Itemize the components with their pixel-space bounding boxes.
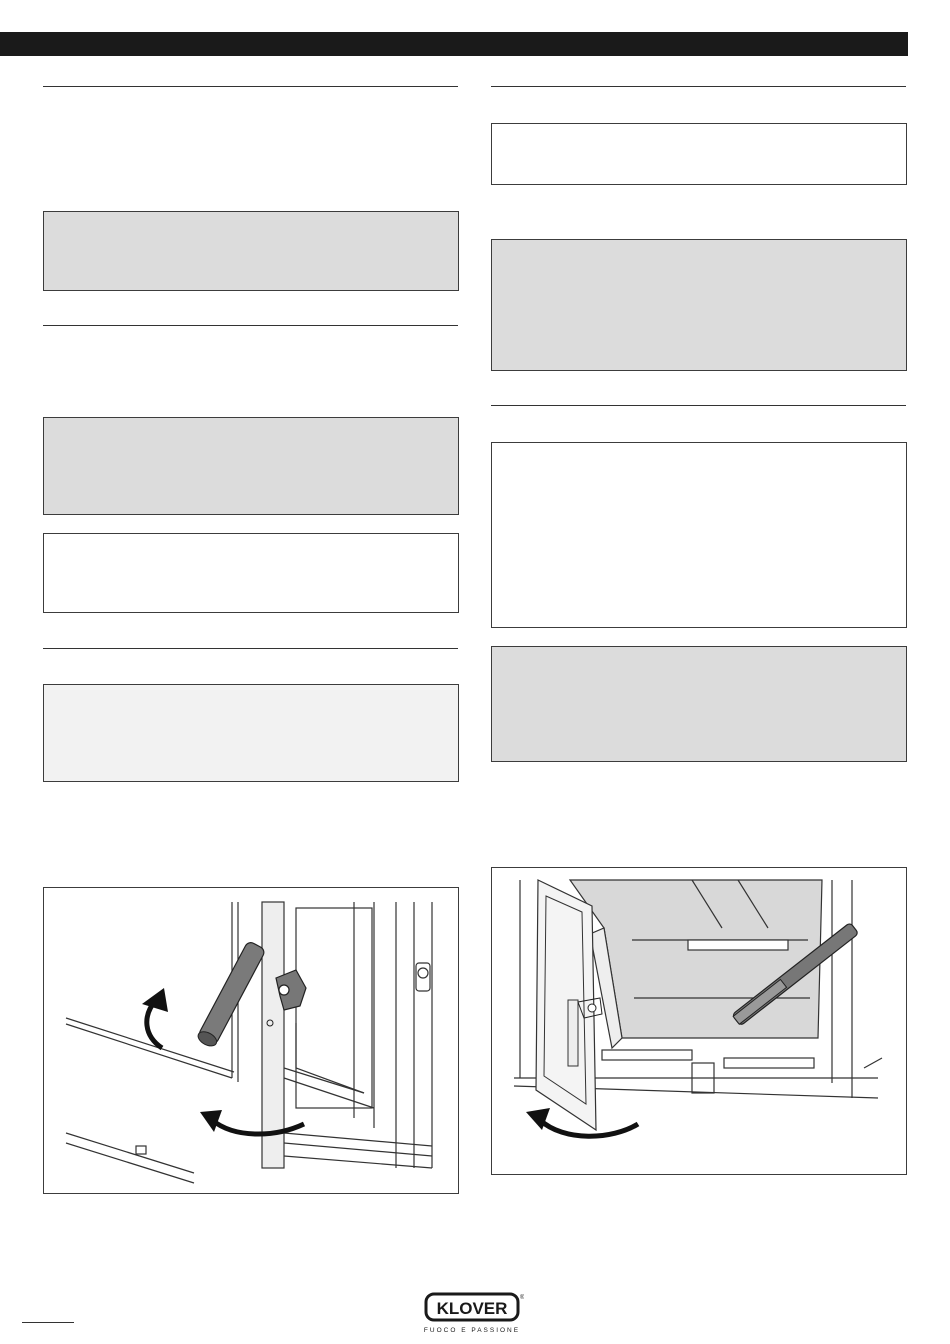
figure-ash-cleaning	[491, 867, 907, 1175]
note-box	[43, 211, 459, 291]
section-rule	[43, 86, 458, 87]
warning-box	[43, 684, 459, 782]
header-bar	[0, 32, 908, 56]
info-box	[43, 533, 459, 613]
note-box	[491, 646, 907, 762]
info-box	[491, 123, 907, 185]
info-box	[491, 442, 907, 628]
svg-text:FUOCO E PASSIONE: FUOCO E PASSIONE	[424, 1327, 521, 1334]
note-box	[43, 417, 459, 515]
section-rule	[43, 648, 458, 649]
door-lever-illustration	[44, 888, 458, 1193]
brand-logo	[424, 1292, 524, 1338]
section-rule	[491, 86, 906, 87]
section-rule	[43, 325, 458, 326]
figure-door-lever	[43, 887, 459, 1194]
svg-text:KLOVER: KLOVER	[436, 1299, 508, 1318]
svg-text:®: ®	[520, 1295, 524, 1301]
klover-logo	[424, 1292, 524, 1338]
section-rule	[491, 405, 906, 406]
ash-cleaning-illustration	[492, 868, 906, 1174]
footer-rule	[22, 1322, 74, 1323]
note-box	[491, 239, 907, 371]
